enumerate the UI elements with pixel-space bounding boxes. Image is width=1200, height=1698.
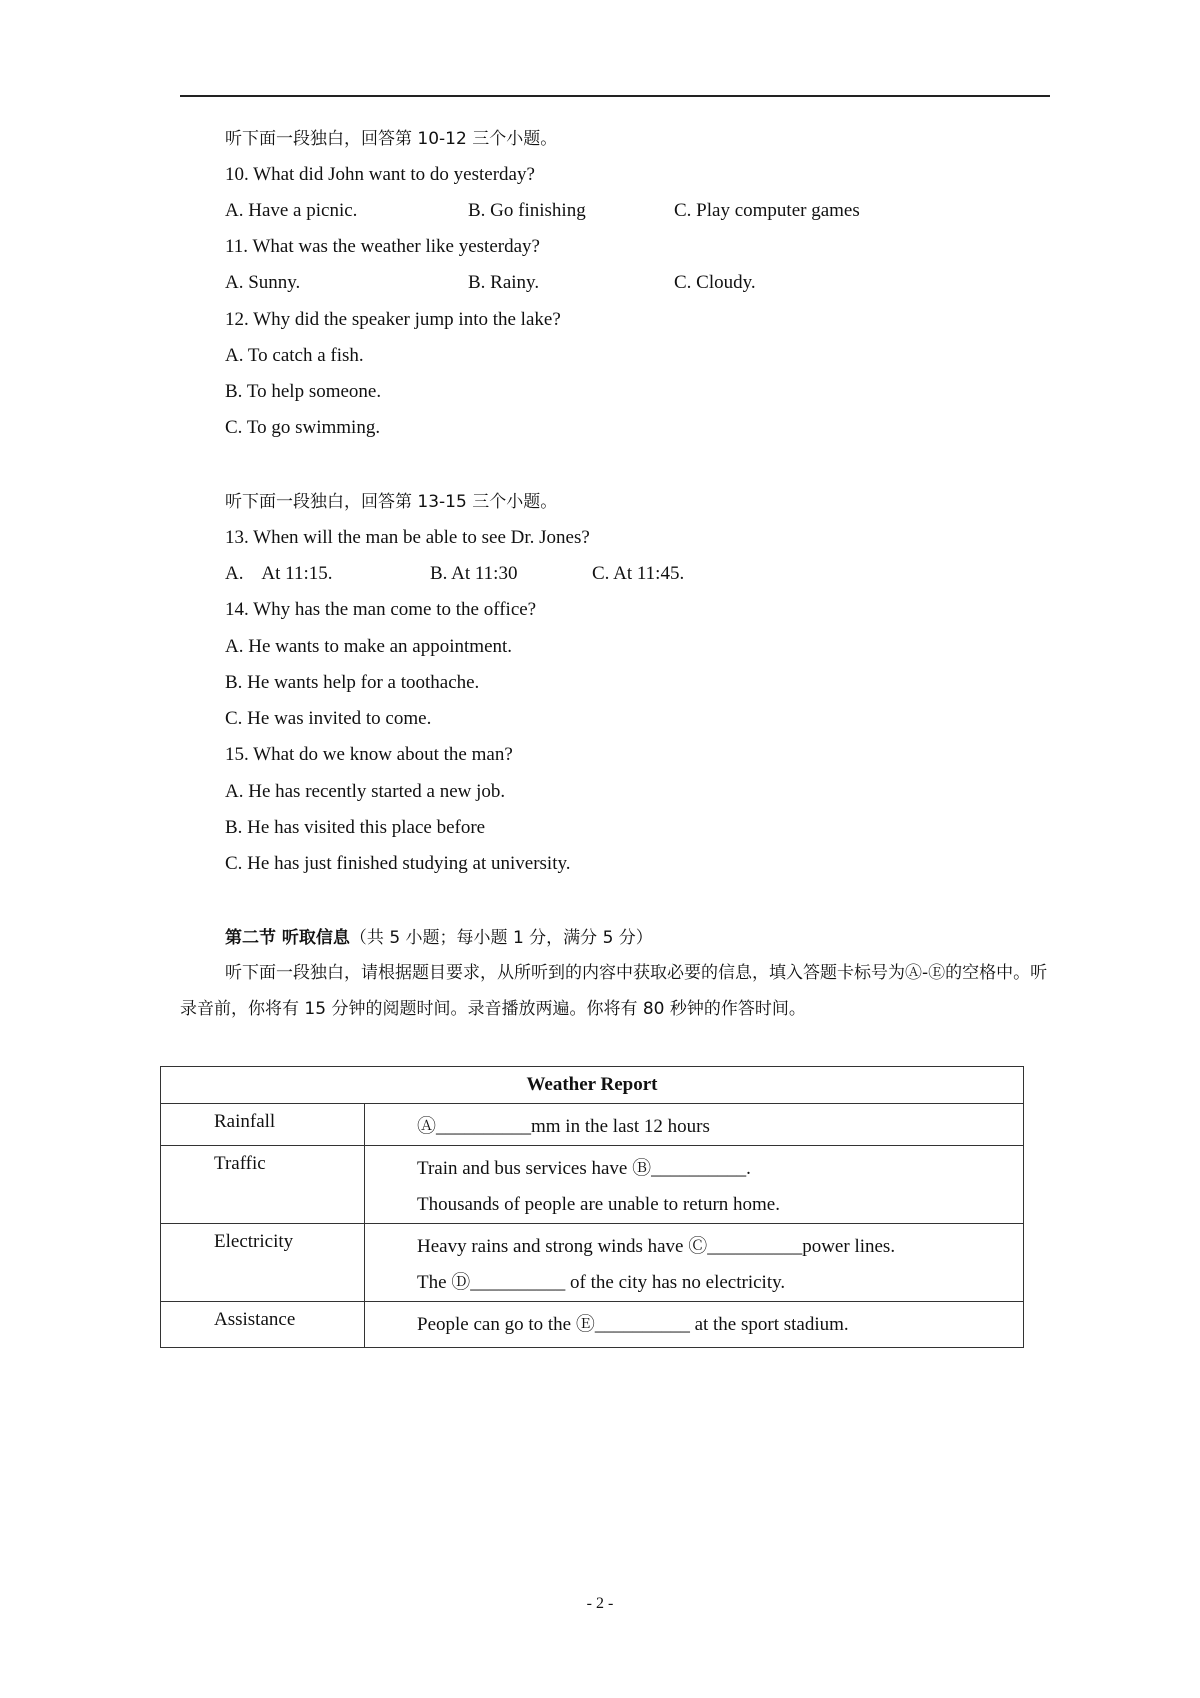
row-line: People can go to the Ⓔ__________ at the sport stadium. — [417, 1314, 849, 1335]
row-line: Thousands of people are unable to return home. — [417, 1194, 780, 1215]
q11-option-c: C. Cloudy. — [674, 272, 756, 293]
q14-option-b: B. He wants help for a toothache. — [225, 672, 480, 693]
page-number: - 2 - — [586, 1595, 614, 1612]
question-10: 10. What did John want to do yesterday? — [225, 164, 535, 185]
header-rule — [180, 95, 1050, 97]
question-11: 11. What was the weather like yesterday? — [225, 236, 540, 257]
row-line: Ⓐ__________mm in the last 12 hours — [417, 1116, 710, 1137]
question-13: 13. When will the man be able to see Dr. Jones? — [225, 527, 590, 548]
table-title: Weather Report — [161, 1067, 1024, 1104]
row-line: Train and bus services have Ⓑ__________. — [417, 1158, 751, 1179]
section2-instructions: 听下面一段独白，请根据题目要求，从所听到的内容中获取必要的信息，填入答题卡标号为Ⓐ-Ⓔ的空格中。听录音前，你将有 15 分钟的阅题时间。录音播放两遍。你将有 80 秒钟的作答时间。 — [180, 963, 1048, 1019]
q11-option-a: A. Sunny. — [225, 272, 301, 293]
section-intro-13-15: 听下面一段独白，回答第 13-15 三个小题。 — [225, 492, 558, 512]
row-description — [365, 1302, 1024, 1348]
section-intro-10-12: 听下面一段独白，回答第 10-12 三个小题。 — [225, 129, 558, 149]
row-category: Rainfall — [161, 1104, 365, 1146]
table-row — [161, 1146, 1024, 1224]
q10-option-a: A. Have a picnic. — [225, 200, 358, 221]
q15-option-b: B. He has visited this place before — [225, 817, 486, 838]
row-description — [365, 1146, 1024, 1224]
table-row — [161, 1224, 1024, 1302]
row-line: Heavy rains and strong winds have Ⓒ__________power lines. — [417, 1236, 896, 1257]
q15-option-c: C. He has just finished studying at university. — [225, 853, 571, 874]
question-15: 15. What do we know about the man? — [225, 744, 513, 765]
row-category: Electricity — [161, 1224, 365, 1302]
section2-title: 第二节 听取信息 — [225, 928, 350, 948]
q15-option-a: A. He has recently started a new job. — [225, 781, 506, 802]
q12-option-c: C. To go swimming. — [225, 417, 381, 438]
q12-option-b: B. To help someone. — [225, 381, 382, 402]
row-category: Assistance — [161, 1302, 365, 1348]
row-description — [365, 1224, 1024, 1302]
q14-option-c: C. He was invited to come. — [225, 708, 432, 729]
q11-option-b: B. Rainy. — [468, 272, 540, 293]
table-title-row — [161, 1067, 1024, 1104]
question-14: 14. Why has the man come to the office? — [225, 599, 537, 620]
q10-option-c: C. Play computer games — [674, 200, 860, 221]
q12-option-a: A. To catch a fish. — [225, 345, 364, 366]
q13-option-c: C. At 11:45. — [592, 563, 685, 584]
question-12: 12. Why did the speaker jump into the lake? — [225, 309, 561, 330]
row-category: Traffic — [161, 1146, 365, 1224]
q13-option-b: B. At 11:30 — [430, 563, 518, 584]
q10-option-b: B. Go finishing — [468, 200, 586, 221]
table-row — [161, 1104, 1024, 1146]
row-description — [365, 1104, 1024, 1146]
q13-option-a: A. At 11:15. — [225, 563, 333, 584]
row-line: The Ⓓ__________ of the city has no electricity. — [417, 1272, 786, 1293]
q14-option-a: A. He wants to make an appointment. — [225, 636, 513, 657]
table-row — [161, 1302, 1024, 1348]
weather-report-table — [160, 1066, 1024, 1348]
section2-heading — [225, 926, 653, 950]
section2-score-note: （共 5 小题；每小题 1 分，满分 5 分） — [349, 928, 653, 948]
